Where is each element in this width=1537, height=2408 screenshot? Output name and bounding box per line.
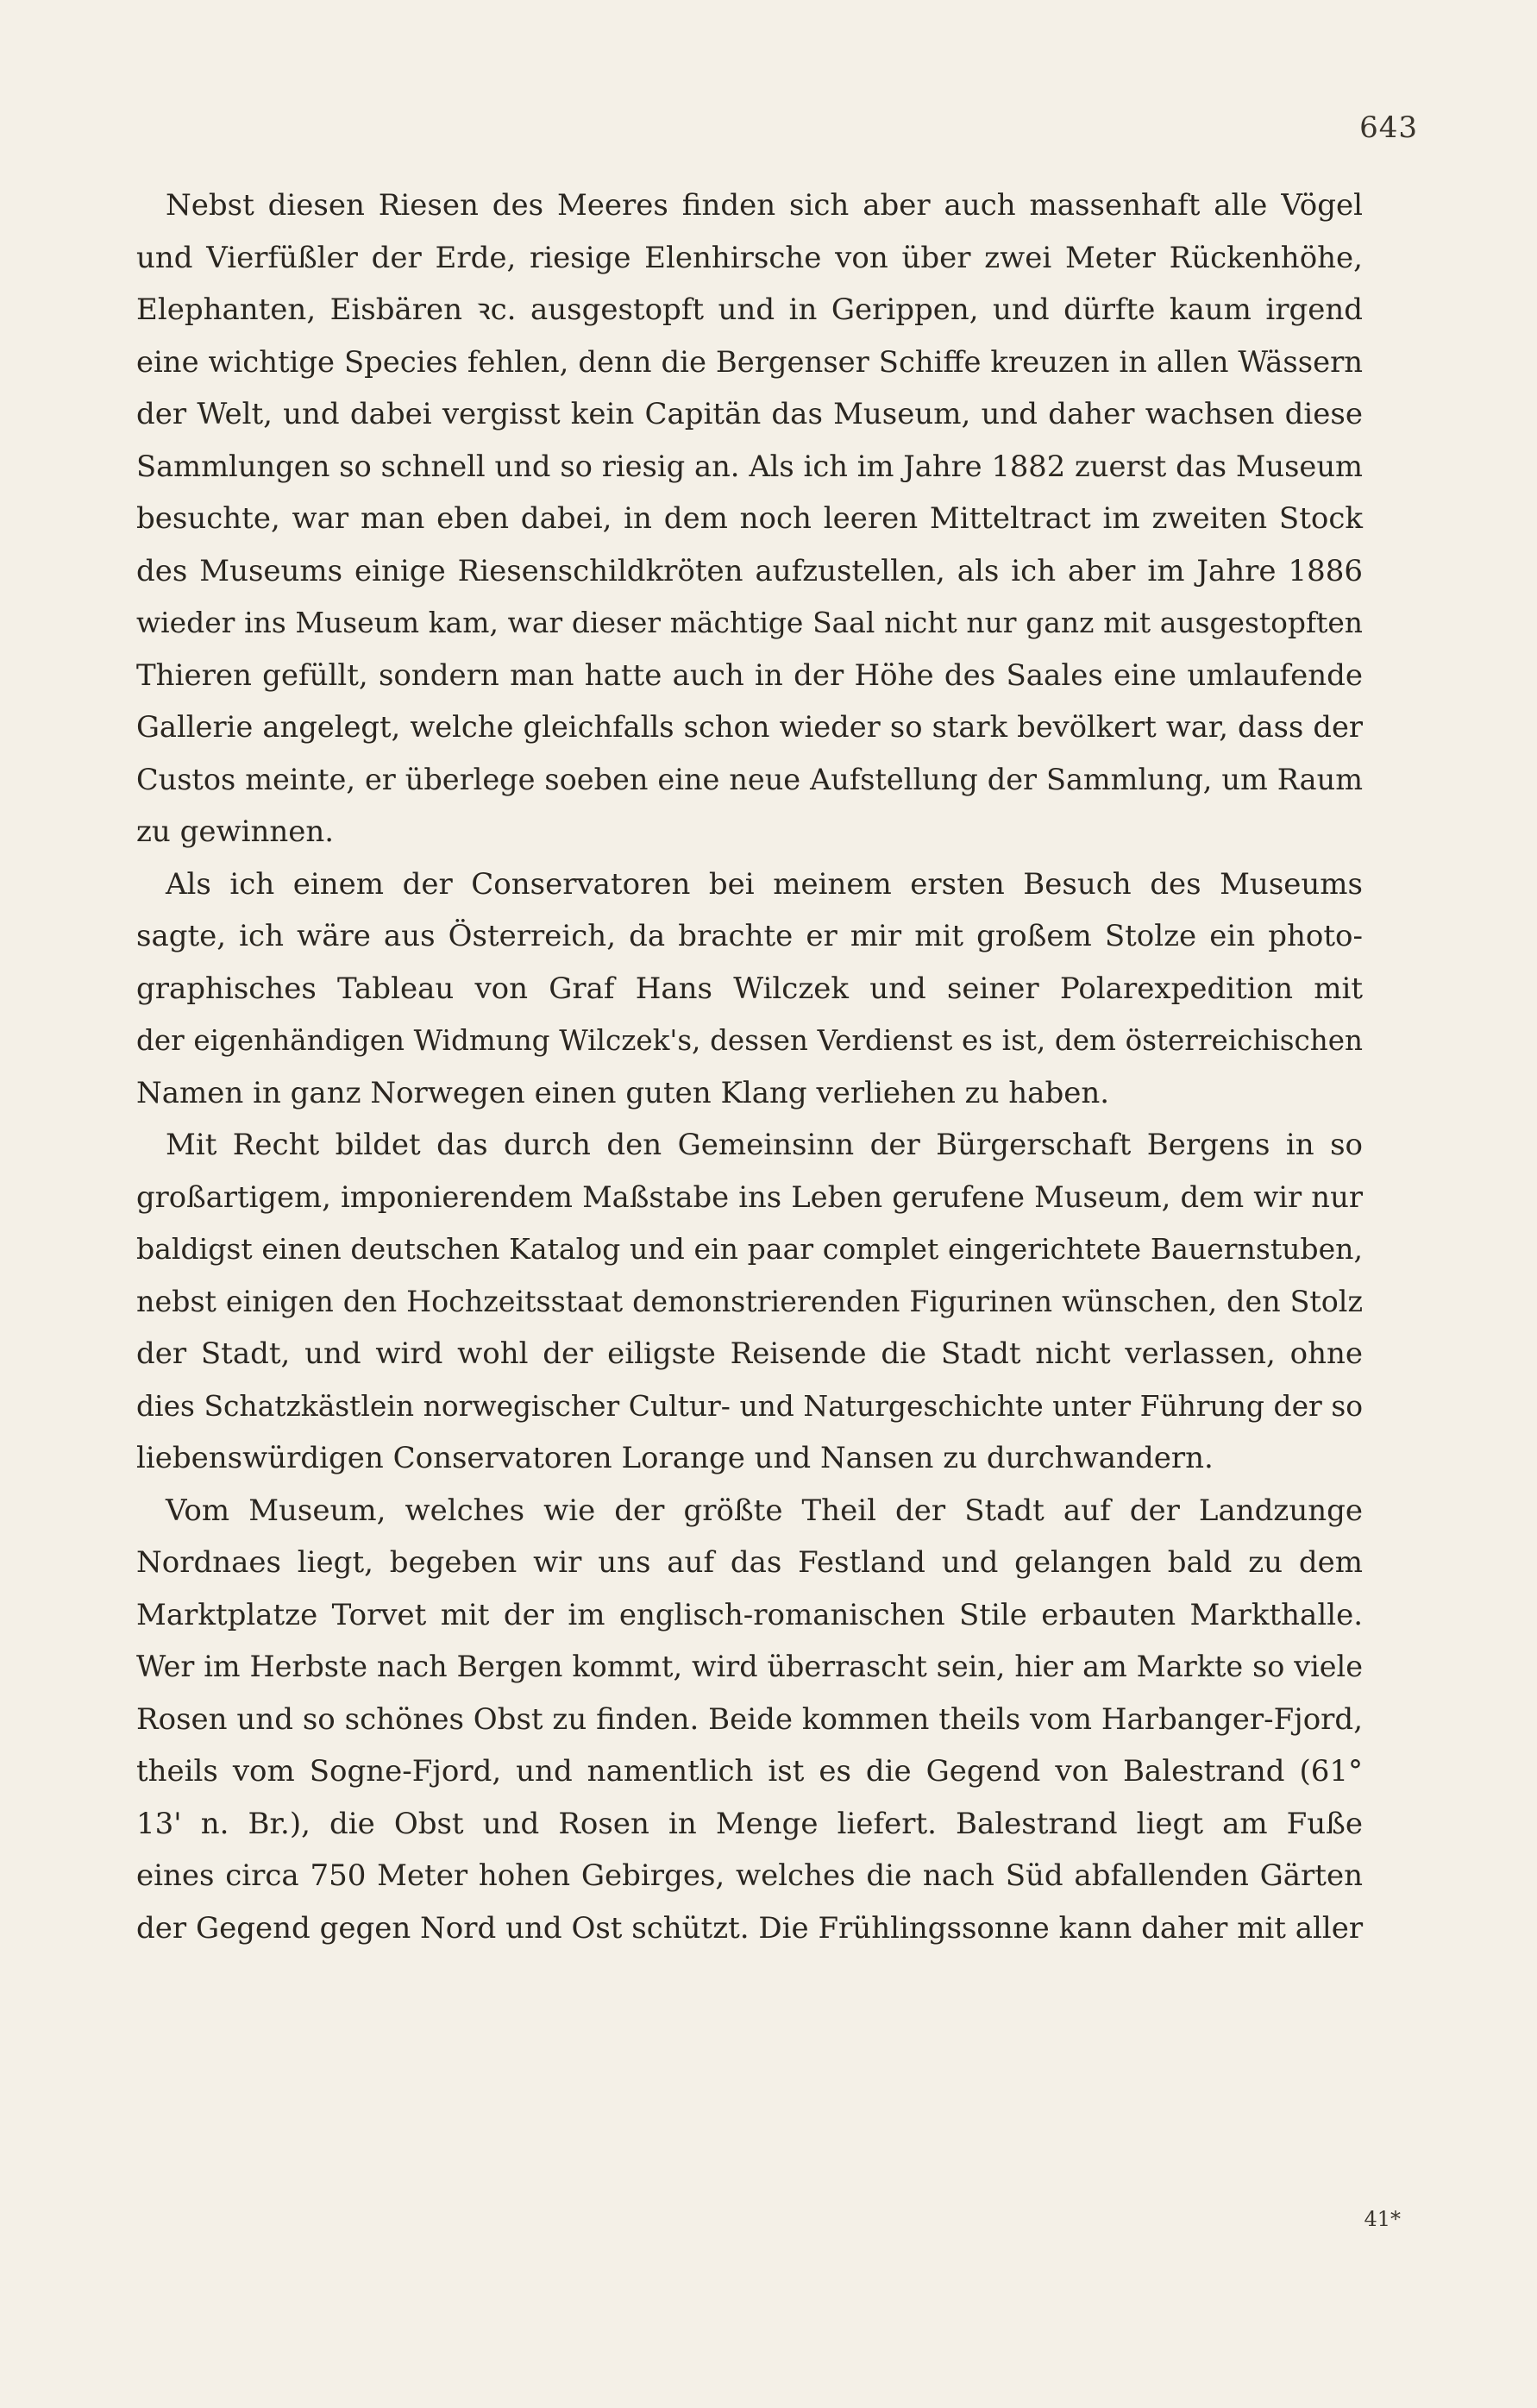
text-line: Gallerie angelegt, welche gleichfalls schon wieder so stark bevölkert war, dass der <box>136 710 1363 744</box>
text-line: theils vom Sogne-Fjord, und namentlich ist es die Gegend von Balestrand (61° <box>136 1754 1363 1789</box>
body-text <box>136 179 1363 1954</box>
text-line: der eigenhändigen Widmung Wilczek's, dessen Verdienst es ist, dem österreichischen <box>136 1024 1363 1057</box>
text-line: dies Schatzkästlein norwegischer Cultur- und Naturgeschichte unter Führung der so <box>136 1388 1363 1423</box>
sheet-signature: 41* <box>1364 2207 1401 2231</box>
text-line: 13' n. Br.), die Obst und Rosen in Menge liefert. Balestrand liegt am Fuße <box>136 1806 1363 1841</box>
page-number: 643 <box>1359 110 1418 145</box>
text-line: zu gewinnen. <box>136 814 335 849</box>
text-line: Namen in ganz Norwegen einen guten Klang verliehen zu haben. <box>136 1075 1110 1110</box>
text-line: Nebst diesen Riesen des Meeres finden sich aber auch massenhaft alle Vögel <box>166 188 1363 223</box>
text-line: besuchte, war man eben dabei, in dem noch leeren Mitteltract im zweiten Stock <box>136 501 1363 536</box>
text-line: der Stadt, und wird wohl der eiligste Reisende die Stadt nicht verlassen, ohne <box>136 1336 1363 1371</box>
text-line: der Gegend gegen Nord und Ost schützt. Die Frühlingssonne kann daher mit aller <box>136 1910 1364 1946</box>
text-line: liebenswürdigen Conservatoren Lorange und Nansen zu durchwandern. <box>136 1441 1214 1475</box>
text-line: großartigem, imponierendem Maßstabe ins Leben gerufene Museum, dem wir nur <box>136 1179 1363 1214</box>
text-line: Nordnaes liegt, begeben wir uns auf das Festland und gelangen bald zu dem <box>136 1545 1363 1580</box>
text-line: baldigst einen deutschen Katalog und ein paar complet eingerichtete Bauernstuben, <box>136 1232 1363 1266</box>
text-line: eine wichtige Species fehlen, denn die Bergenser Schiffe kreuzen in allen Wässern <box>136 344 1363 379</box>
paragraph-2 <box>136 858 1363 1120</box>
text-line: der Welt, und dabei vergisst kein Capitän das Museum, und daher wachsen diese <box>136 397 1363 431</box>
text-line: Custos meinte, er überlege soeben eine neue Aufstellung der Sammlung, um Raum <box>136 762 1363 796</box>
text-line: wieder ins Museum kam, war dieser mächtige Saal nicht nur ganz mit ausgestopften <box>136 606 1363 639</box>
text-line: Als ich einem der Conservatoren bei meinem ersten Besuch des Museums <box>166 866 1363 902</box>
paragraph-1 <box>136 179 1363 858</box>
text-line: des Museums einige Riesenschildkröten aufzustellen, als ich aber im Jahre 1886 <box>136 553 1363 588</box>
text-line: Mit Recht bildet das durch den Gemeinsinn der Bürgerschaft Bergens in so <box>166 1128 1363 1162</box>
paragraph-3 <box>136 1119 1363 1485</box>
text-line: Wer im Herbste nach Bergen kommt, wird überrascht sein, hier am Markte so viele <box>136 1650 1363 1683</box>
text-line: sagte, ich wäre aus Österreich, da brachte er mir mit großem Stolze ein photo- <box>136 919 1363 953</box>
text-line: Sammlungen so schnell und so riesig an. Als ich im Jahre 1882 zuerst das Museum <box>136 449 1363 483</box>
text-line: Elephanten, Eisbären ꝛc. ausgestopft und in Gerippen, und dürfte kaum irgend <box>136 292 1363 327</box>
text-line: Rosen und so schönes Obst zu finden. Beide kommen theils vom Harbanger-Fjord, <box>136 1701 1363 1737</box>
text-line: Thieren gefüllt, sondern man hatte auch in der Höhe des Saales eine umlaufende <box>136 657 1363 693</box>
text-line: graphisches Tableau von Graf Hans Wilczek und seiner Polarexpedition mit <box>136 971 1363 1006</box>
text-line: und Vierfüßler der Erde, riesige Elenhirsche von über zwei Meter Rückenhöhe, <box>136 240 1363 275</box>
text-line: eines circa 750 Meter hohen Gebirges, welches die nach Süd abfallenden Gärten <box>136 1858 1363 1893</box>
paragraph-4 <box>136 1485 1363 1955</box>
text-line: Marktplatze Torvet mit der im englisch-romanischen Stile erbauten Markthalle. <box>136 1597 1363 1632</box>
text-line: nebst einigen den Hochzeitsstaat demonstrierenden Figurinen wünschen, den Stolz <box>136 1284 1363 1318</box>
text-line: Vom Museum, welches wie der größte Theil der Stadt auf der Landzunge <box>166 1493 1363 1528</box>
